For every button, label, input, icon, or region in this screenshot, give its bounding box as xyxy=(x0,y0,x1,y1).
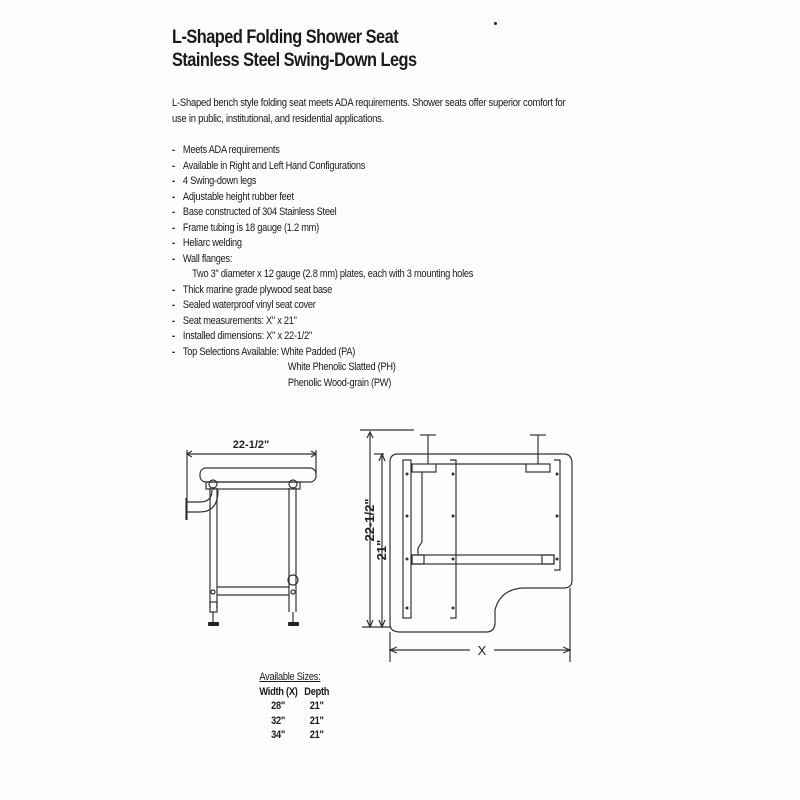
intro-line-2: use in public, institutional, and residential applications. xyxy=(172,113,384,125)
top-height-inner-label: 21" xyxy=(374,539,389,561)
side-width-label: 22-1/2" xyxy=(232,439,270,451)
feature-list xyxy=(172,143,473,391)
feature-item: - Meets ADA requirements xyxy=(172,143,473,159)
size-depth: 21" xyxy=(309,729,324,741)
table-row xyxy=(256,699,333,714)
table-row xyxy=(256,728,333,743)
stray-dot xyxy=(494,22,497,25)
size-width: 32" xyxy=(271,714,286,727)
feature-item: - Installed dimensions: X" x 22-1/2" xyxy=(172,329,473,345)
feature-item: - 4 Swing-down legs xyxy=(172,174,473,190)
size-depth: 21" xyxy=(309,700,324,712)
top-view-diagram xyxy=(350,420,590,670)
size-width: 34" xyxy=(271,729,286,741)
size-width: 28" xyxy=(271,700,286,712)
feature-item: Phenolic Wood-grain (PW) xyxy=(287,376,392,389)
sizes-header-width: Width (X) xyxy=(259,685,298,698)
feature-item: White Phenolic Slatted (PH) xyxy=(287,361,396,373)
title-line-1: L-Shaped Folding Shower Seat xyxy=(172,27,399,48)
feature-item: - Thick marine grade plywood seat base xyxy=(172,283,473,299)
feature-item: - Adjustable height rubber feet xyxy=(172,190,473,206)
feature-item: Two 3" diameter x 12 gauge (2.8 mm) plates, each with 3 mounting holes xyxy=(192,268,474,280)
size-depth: 21" xyxy=(309,714,324,727)
feature-item: - Available in Right and Left Hand Configurations xyxy=(172,159,473,175)
title-line-2: Stainless Steel Swing-Down Legs xyxy=(172,50,417,71)
page-title xyxy=(172,26,417,72)
top-height-outer-label: 22-1/2" xyxy=(362,498,377,542)
feature-item: - Frame tubing is 18 gauge (1.2 mm) xyxy=(172,221,473,237)
top-width-label: X xyxy=(477,643,487,658)
side-view-diagram xyxy=(170,420,340,640)
feature-item: - Top Selections Available: White Padded (PA) xyxy=(172,345,473,361)
feature-item: - Base constructed of 304 Stainless Steel xyxy=(172,205,473,221)
sizes-table xyxy=(256,685,333,743)
feature-item: - Wall flanges: xyxy=(172,252,473,268)
intro-line-1: L-Shaped bench style folding seat meets ADA requirements. Shower seats offer superior comfort for xyxy=(172,97,566,109)
feature-item: - Seat measurements: X" x 21" xyxy=(172,314,473,330)
intro-paragraph xyxy=(172,95,619,127)
table-row xyxy=(256,714,333,729)
sizes-caption: Available Sizes: xyxy=(259,671,321,683)
feature-item: - Sealed waterproof vinyl seat cover xyxy=(172,298,473,314)
feature-item: - Heliarc welding xyxy=(172,236,473,252)
available-sizes xyxy=(256,670,333,743)
sizes-header-depth: Depth xyxy=(304,685,330,698)
